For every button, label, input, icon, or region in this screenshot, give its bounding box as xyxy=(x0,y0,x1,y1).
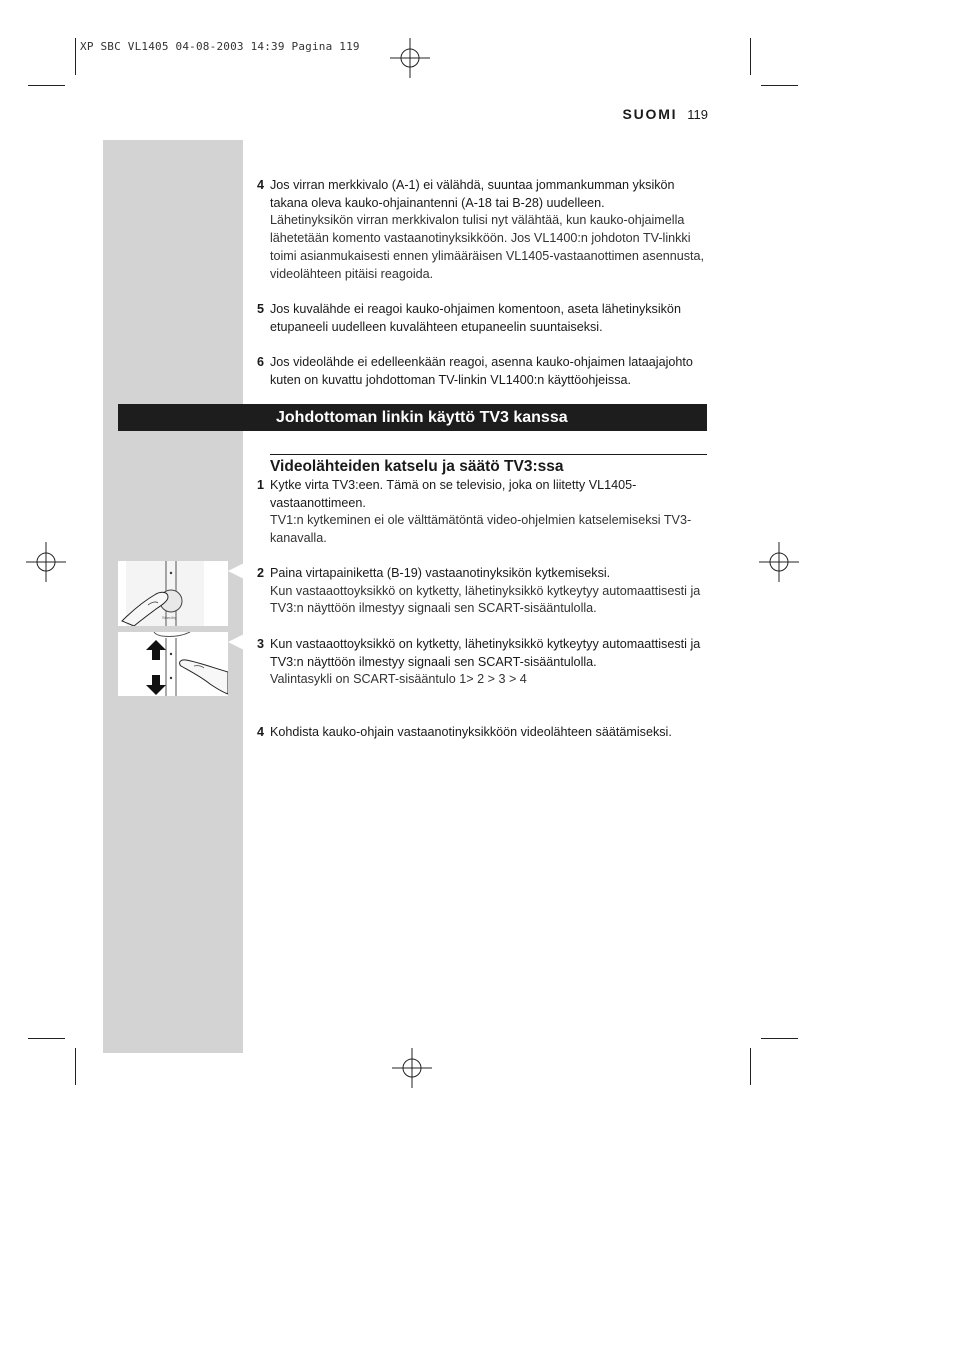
list-item xyxy=(257,565,709,618)
item-text: Jos kuvalähde ei reagoi kauko-ohjaimen komentoon, aseta lähetinyksikön etupaneeli uudelleen kuvalähteen etupaneelin suuntaiseksi. xyxy=(270,302,681,334)
arrow-up-icon xyxy=(146,640,166,660)
step-note: TV1:n kytkeminen ei ole välttämätöntä video-ohjelmien katselemiseksi TV3-kanavalla. xyxy=(270,513,692,546)
item-number: 6 xyxy=(257,355,265,369)
item-number: 5 xyxy=(257,302,265,316)
registration-mark-icon xyxy=(392,1048,432,1088)
standby-label: Standby xyxy=(162,615,177,620)
finger-press-channel-buttons-icon xyxy=(118,632,228,696)
step-text: Kun vastaaottoyksikkö on kytketty, lähetinyksikkö kytkeytyy automaattisesti ja TV3:n näyttöön ilmestyy signaali sen SCART-sisääntulolla. xyxy=(270,637,701,669)
step-note: Valintasykli on SCART-sisääntulo 1> 2 > 3 > 4 xyxy=(270,672,527,687)
step-text: Kytke virta TV3:een. Tämä on se televisio, joka on liitetty VL1405-vastaanottimeen. xyxy=(270,478,637,510)
item-number: 4 xyxy=(257,178,265,192)
list-item xyxy=(257,477,709,548)
list-item xyxy=(257,177,709,283)
step-number: 1 xyxy=(257,478,265,492)
list-item xyxy=(257,724,709,742)
step-number: 2 xyxy=(257,566,265,580)
arrow-down-icon xyxy=(146,675,166,695)
pointer-arrow-icon xyxy=(228,634,244,650)
pointer-arrow-icon xyxy=(228,563,244,579)
subsection-title: Videolähteiden katselu ja säätö TV3:ssa xyxy=(270,454,707,476)
section-title: Johdottoman linkin käyttö TV3 kanssa xyxy=(276,409,568,426)
step-text: Paina virtapainiketta (B-19) vastaanotinyksikön kytkemiseksi. xyxy=(270,566,611,580)
list-item xyxy=(257,636,709,689)
page-number: 119 xyxy=(687,107,708,122)
registration-mark-icon xyxy=(390,38,430,78)
print-slug: XP SBC VL1405 04-08-2003 14:39 Pagina 119 xyxy=(80,40,360,53)
step-text: Kohdista kauko-ohjain vastaanotinyksikköön videolähteen säätämiseksi. xyxy=(270,725,672,739)
registration-mark-icon xyxy=(759,542,799,582)
power-button-illustration xyxy=(118,561,228,626)
language-label: SUOMI xyxy=(622,106,678,122)
section-title-bar xyxy=(118,404,707,431)
channel-buttons-illustration xyxy=(118,632,228,696)
page-header xyxy=(622,106,708,122)
item-note: Lähetinyksikön virran merkkivalon tulisi nyt välähtää, kun kauko-ohjaimella lähetetään komento vastaanotinyksikköön. Jos VL1400:n johdoton TV-linkki toimi asianmukaisesti ennen ylimääräisen VL1405-vastaanottimen asennusta, videolähteen pitäisi reagoida. xyxy=(270,213,705,281)
registration-mark-icon xyxy=(26,542,66,582)
step-number: 4 xyxy=(257,725,265,739)
list-item xyxy=(257,301,709,336)
step-note: Kun vastaaottoyksikkö on kytketty, lähetinyksikkö kytkeytyy automaattisesti ja TV3:n näyttöön ilmestyy signaali sen SCART-sisääntulolla. xyxy=(270,583,701,616)
item-text: Jos videolähde ei edelleenkään reagoi, asenna kauko-ohjaimen lataajajohto kuten on kuvattu johdottoman TV-linkin VL1400:n käyttöohjeissa. xyxy=(270,355,693,387)
step-number: 3 xyxy=(257,637,265,651)
list-item xyxy=(257,354,709,389)
item-text: Jos virran merkkivalo (A-1) ei välähdä, suuntaa jommankumman yksikön takana oleva kauko-ohjainantenni (A-18 tai B-28) uudelleen. xyxy=(270,178,675,210)
